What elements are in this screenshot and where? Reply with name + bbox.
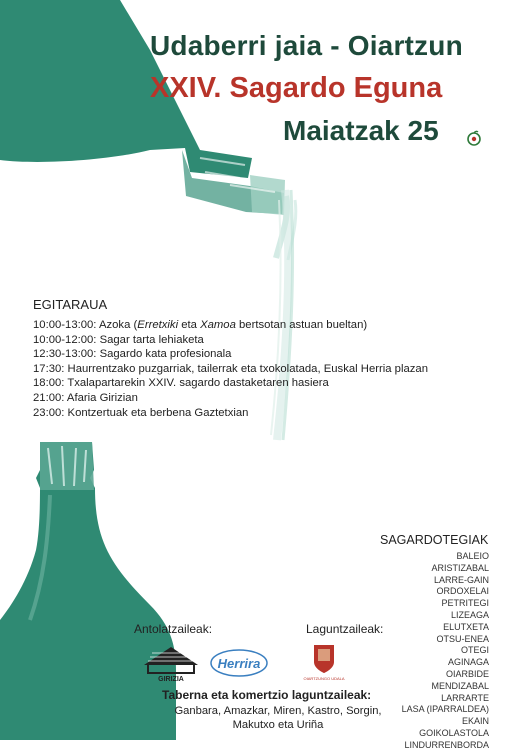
cider-house-item: ORDOXELAI (436, 586, 489, 597)
svg-text:OIARTZUNGO UDALA: OIARTZUNGO UDALA (303, 676, 345, 681)
girizia-logo (140, 643, 202, 683)
program-item: 10:00-12:00: Sagar tarta lehiaketa (33, 333, 204, 346)
cider-house-item: BALEIO (456, 551, 489, 561)
program-heading: EGITARAUA (33, 297, 108, 312)
cider-houses-heading: SAGARDOTEGIAK (380, 533, 489, 547)
cider-house-item: MENDIZABAL (431, 680, 489, 691)
cider-house-item: LIZEAGA (450, 609, 489, 620)
program-item: 10:00-13:00: Azoka (Erretxiki eta Xamoa bertsotan astuan bueltan) (33, 319, 368, 331)
program-list (33, 318, 428, 420)
cider-house-item: AGINAGA (447, 657, 489, 668)
oiartzun-council-logo (303, 642, 345, 682)
svg-text:Herrira: Herrira (217, 656, 261, 671)
cider-houses-list (402, 551, 489, 752)
cider-house-item: ELUTXETA (443, 621, 489, 632)
program-item: 23:00: Kontzertuak eta berbena Gaztetxian (33, 406, 249, 419)
sponsors-title: Taberna eta komertzio laguntzaileak: (162, 688, 372, 702)
program-item: 12:30-13:00: Sagardo kata profesionala (33, 348, 232, 361)
cider-house-item: LASA (IPARRALDEA) (401, 704, 489, 715)
cider-house-item: OIARBIDE (445, 668, 489, 679)
event-title-line2: XXIV. Sagardo Eguna (150, 72, 443, 104)
cider-house-item: LARRE-GAIN (433, 574, 489, 585)
event-date: Maiatzak 25 (283, 115, 439, 146)
program-item: 21:00: Afaria Girizian (33, 391, 138, 404)
cider-house-item: PETRITEGI (441, 598, 489, 609)
cider-house-item: OTSU-ENEA (436, 633, 489, 644)
organizers-label: Antolatzaileak: (134, 622, 213, 636)
collaborators-label: Laguntzaileak: (306, 622, 384, 636)
program-item: 18:00: Txalapartarekin XXIV. sagardo dastaketaren hasiera (33, 377, 329, 390)
cider-house-item: LARRARTE (441, 692, 489, 703)
cider-house-item: LINDURRENBORDA (404, 739, 489, 750)
svg-text:GIRIZIA: GIRIZIA (158, 676, 184, 683)
program-item: 17:30: Haurrentzako puzgarriak, tailerrak eta txokolatada, Euskal Herria plazan (33, 362, 428, 375)
sponsors-list: Ganbara, Amazkar, Miren, Kastro, Sorgin, Makutxo eta Uriña (174, 705, 382, 731)
cider-house-item: OTEGI (460, 645, 489, 656)
cider-house-item: ARISTIZABAL (431, 562, 489, 573)
cider-house-item: GOIKOLASTOLA (419, 727, 489, 738)
event-title-line1: Udaberri jaia - Oiartzun (150, 30, 463, 61)
standing-bottle-illustration (0, 430, 180, 740)
apple-icon (466, 130, 482, 146)
cider-house-item: EKAIN (461, 716, 489, 727)
herrira-logo (210, 648, 268, 678)
